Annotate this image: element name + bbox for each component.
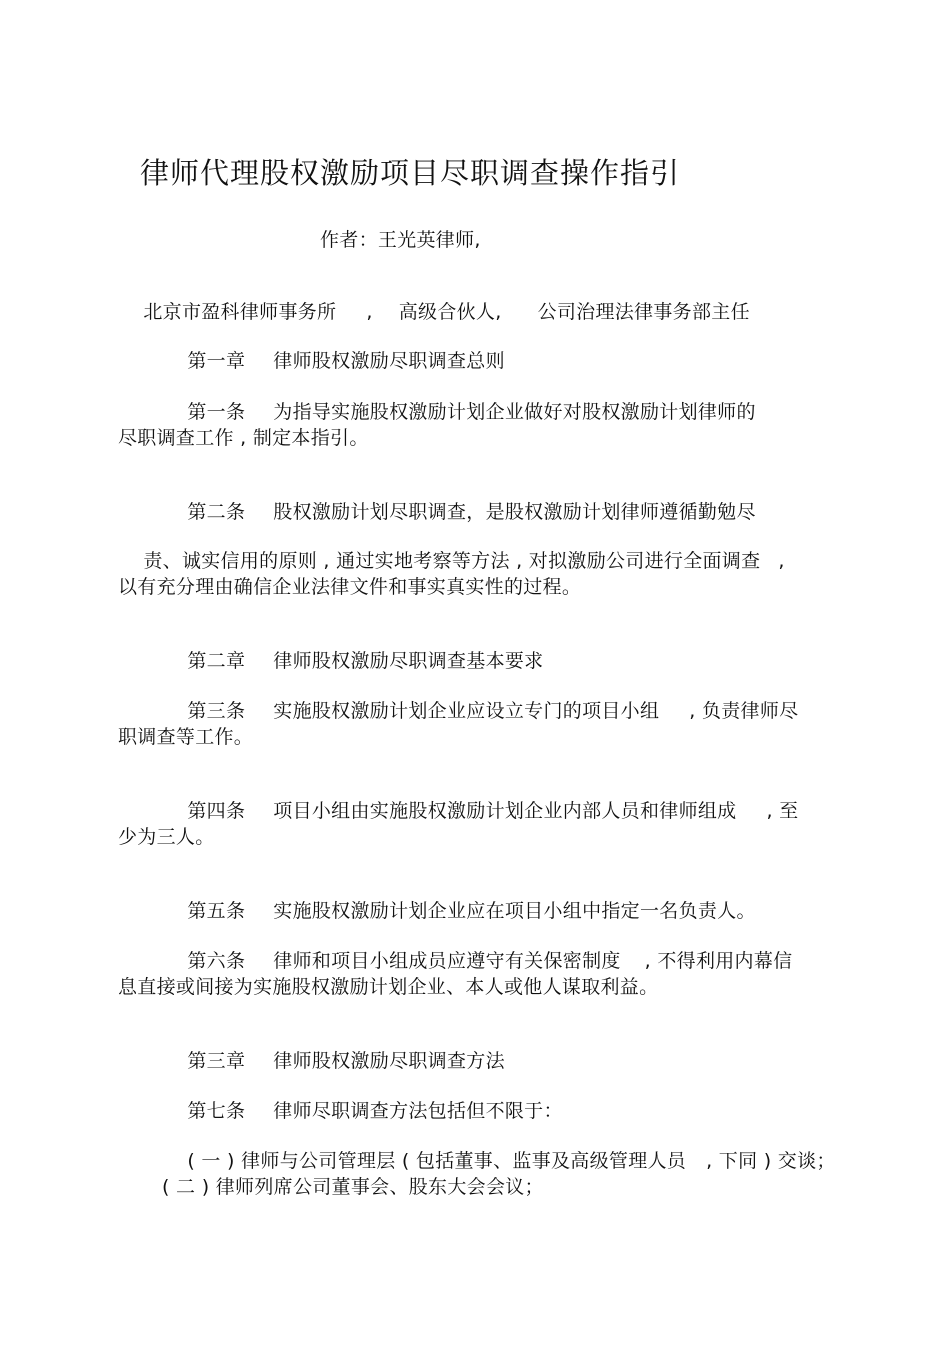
chapter-number: 第二章 [187, 650, 246, 672]
chapter-name: 律师股权激励尽职调查方法 [273, 1050, 505, 1072]
article-number: 第六条 [187, 950, 246, 972]
author-line: 作者：王光英律师, [320, 229, 481, 251]
article-text-continued: , 不得利用内幕信 [644, 950, 793, 972]
article-number: 第一条 [187, 401, 246, 423]
article-text-continued: , 至 [766, 800, 799, 822]
article-number: 第四条 [187, 800, 246, 822]
article-comma: , [778, 550, 785, 572]
list-item-2: ( 二 ) 律师列席公司董事会、股东大会会议； [162, 1176, 544, 1198]
chapter-number: 第一章 [187, 350, 246, 372]
article-4-line-1 [162, 775, 798, 847]
article-text: 实施股权激励计划企业应在项目小组中指定一名负责人。 [273, 900, 756, 922]
department-role: 公司治理法律事务部主任 [537, 301, 750, 323]
chapter-name: 律师股权激励尽职调查总则 [273, 350, 505, 372]
article-text: 责、诚实信用的原则 , 通过实地考察等方法 , 对拟激励公司进行全面调查 [143, 550, 761, 572]
article-3-line-2: 职调查等工作。 [118, 726, 254, 748]
article-text-continued: , 负责律师尽 [689, 700, 799, 722]
article-1-line-2: 尽职调查工作 , 制定本指引。 [118, 427, 369, 449]
article-3-line-1 [162, 675, 798, 747]
affiliation-comma: , [366, 301, 373, 323]
article-text: 股权激励计划尽职调查，是股权激励计划律师遵循勤勉尽 [273, 501, 756, 523]
chapter-name: 律师股权激励尽职调查基本要求 [273, 650, 544, 672]
firm-name: 北京市盈科律师事务所 [143, 301, 337, 323]
article-2-line-3: 以有充分理由确信企业法律文件和事实真实性的过程。 [118, 576, 582, 598]
article-4-line-2: 少为三人。 [118, 826, 215, 848]
list-item-text: ( 一 ) 律师与公司管理层 ( 包括董事、监事及高级管理人员 [187, 1150, 687, 1172]
partner-role: 高级合伙人, [398, 301, 502, 323]
article-text: 实施股权激励计划企业应设立专门的项目小组 [273, 700, 660, 722]
article-number: 第二条 [187, 501, 246, 523]
article-number: 第三条 [187, 700, 246, 722]
list-item-text-continued: , 下同 ) 交谈； [706, 1150, 836, 1172]
article-number: 第五条 [187, 900, 246, 922]
article-text: 为指导实施股权激励计划企业做好对股权激励计划律师的 [273, 401, 756, 423]
article-number: 第七条 [187, 1100, 246, 1122]
chapter-number: 第三章 [187, 1050, 246, 1072]
article-text: 项目小组由实施股权激励计划企业内部人员和律师组成 [273, 800, 737, 822]
article-text: 律师和项目小组成员应遵守有关保密制度 [273, 950, 621, 972]
article-6-line-2: 息直接或间接为实施股权激励计划企业、本人或他人谋取利益。 [118, 976, 659, 998]
document-title: 律师代理股权激励项目尽职调查操作指引 [140, 156, 681, 190]
article-text: 律师尽职调查方法包括但不限于： [273, 1100, 563, 1122]
